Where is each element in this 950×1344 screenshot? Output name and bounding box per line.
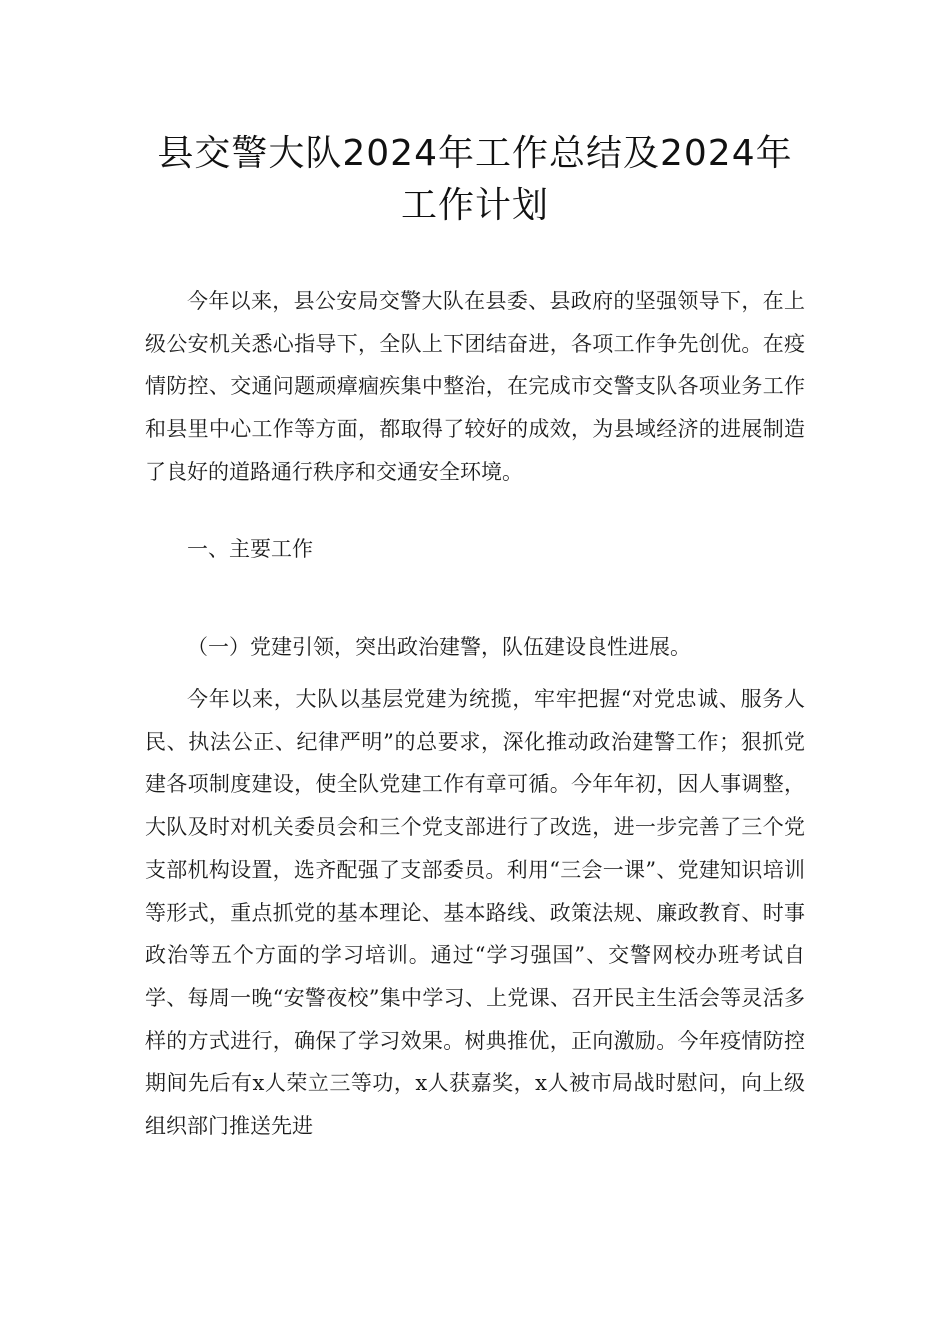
title-line-2: 工作计划 [400, 185, 549, 226]
title-line-1: 县交警大队2024年工作总结及2024年 [157, 133, 793, 174]
subsection-heading: （一）党建引领，突出政治建警，队伍建设良性进展。 [187, 635, 691, 659]
party-building-paragraph: 今年以来，大队以基层党建为统揽，牢牢把握“对党忠诚、服务人民、执法公正、纪律严明”的总要求，深化推动政治建警工作；狠抓党建各项制度建设，使全队党建工作有章可循。今年年初，因人事调整，大队及时对机关委员会和三个党支部进行了改选，进一步完善了三个党支部机构设置，选齐配强了支部委员。利用“三会一课”、党建知识培训等形式，重点抓党的基本理论、基本路线、政策法规、廉政教育、时事政治等五个方面的学习培训。通过“学习强国”、交警网校办班考试自学、每周一晚“安警夜校”集中学习、上党课、召开民主生活会等灵活多样的方式进行，确保了学习效果。树典推优，正向激励。今年疫情防控期间先后有x人荣立三等功，x人获嘉奖，x人被市局战时慰问，向上级组织部门推送先进 [145, 687, 805, 1139]
intro-paragraph: 今年以来，县公安局交警大队在县委、县政府的坚强领导下，在上级公安机关悉心指导下，全队上下团结奋进，各项工作争先创优。在疫情防控、交通问题顽瘴痼疾集中整治，在完成市交警支队各项业务工作和县里中心工作等方面，都取得了较好的成效，为县域经济的进展制造了良好的道路通行秩序和交通安全环境。 [145, 289, 805, 484]
document-title [130, 128, 820, 232]
section-heading: 一、主要工作 [187, 537, 313, 561]
